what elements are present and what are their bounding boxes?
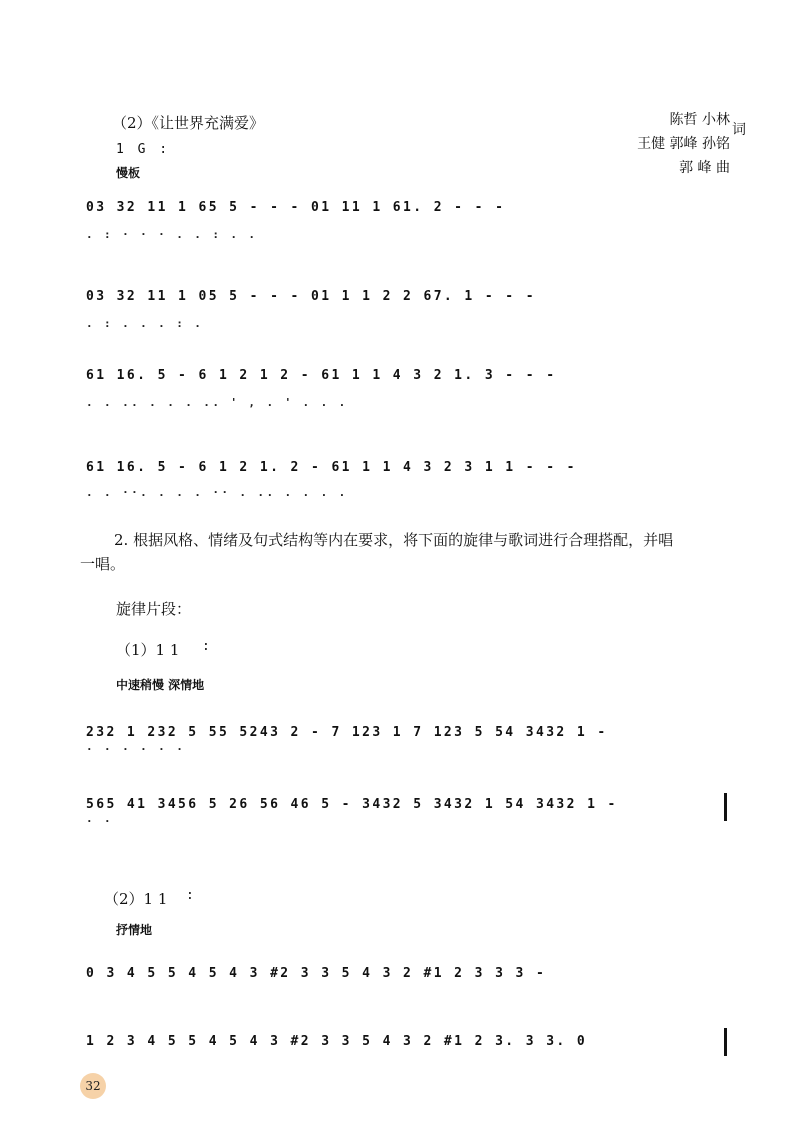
instruction-line-2: 一唱。 [80, 555, 126, 573]
melody-1-dots-2: . . [86, 812, 114, 825]
melody-fragment-label: 旋律片段： [116, 600, 192, 618]
melody-2-tempo: 抒情地 [116, 923, 153, 937]
tempo-marking: 慢板 [116, 166, 141, 180]
notation-line-1: 03 32 11 1 65 5 - - - 01 11 1 61. 2 - - - [86, 200, 506, 215]
notation-dots-4: . . ··. . . . ·· . .. . . . . [86, 486, 348, 499]
final-barline-2 [724, 1028, 727, 1056]
instruction-line-1: 2. 根据风格、情绪及句式结构等内在要求，将下面的旋律与歌词进行合理搭配，并唱 [114, 531, 674, 549]
notation-dots-3: . . .. . . . .. ' , . ' . . . [86, 396, 348, 409]
melody-1-line-2: 565 41 3456 5 26 56 46 5 - 3432 5 3432 1 54 3432 1 - [86, 797, 618, 812]
notation-line-4: 61 16. 5 - 6 1 2 1. 2 - 61 1 1 4 3 2 3 1 1 - - - [86, 460, 577, 475]
lyricist-label: 词 [732, 122, 746, 138]
melody-2-time-signature: : [186, 888, 197, 903]
final-barline-1 [724, 793, 727, 821]
melody-1-time-signature: : [202, 639, 213, 654]
melody-1-line-1: 232 1 232 5 55 5243 2 - 7 123 1 7 123 5 54 3432 1 - [86, 725, 608, 740]
lyricist-line-1: 陈哲 小林 [669, 112, 730, 128]
melody-1-tempo: 中速稍慢 深情地 [116, 678, 205, 692]
song-title: （2）《让世界充满爱》 [112, 114, 265, 132]
page-number-badge [80, 1073, 106, 1099]
instruction-text [80, 528, 730, 576]
melody-1-label: （1）1 1 [116, 641, 180, 659]
page-number: 32 [85, 1079, 101, 1093]
notation-dots-2: . : . . . : . [86, 317, 204, 330]
melody-2-line-1: 0 3 4 5 5 4 5 4 3 #2 3 3 5 4 3 2 #1 2 3 3 3 - [86, 966, 547, 981]
melody-2-label: （2）1 1 [104, 890, 168, 908]
lyricist-line-2: 王健 郭峰 孙铭 [637, 136, 730, 152]
song-credits [530, 108, 746, 180]
notation-line-2: 03 32 11 1 05 5 - - - 01 1 1 2 2 67. 1 - - - [86, 289, 536, 304]
melody-2-line-2: 1 2 3 4 5 5 4 5 4 3 #2 3 3 5 4 3 2 #1 2 3. 3 3. 0 [86, 1034, 588, 1049]
composer-line: 郭 峰 曲 [679, 160, 730, 176]
time-signature: 1 G : [116, 142, 171, 157]
notation-line-3: 61 16. 5 - 6 1 2 1 2 - 61 1 1 4 3 2 1. 3 - - - [86, 368, 557, 383]
notation-dots-1: . : · · · . . : . . [86, 228, 258, 241]
melody-1-dots-1: . . . . . . [86, 740, 186, 753]
